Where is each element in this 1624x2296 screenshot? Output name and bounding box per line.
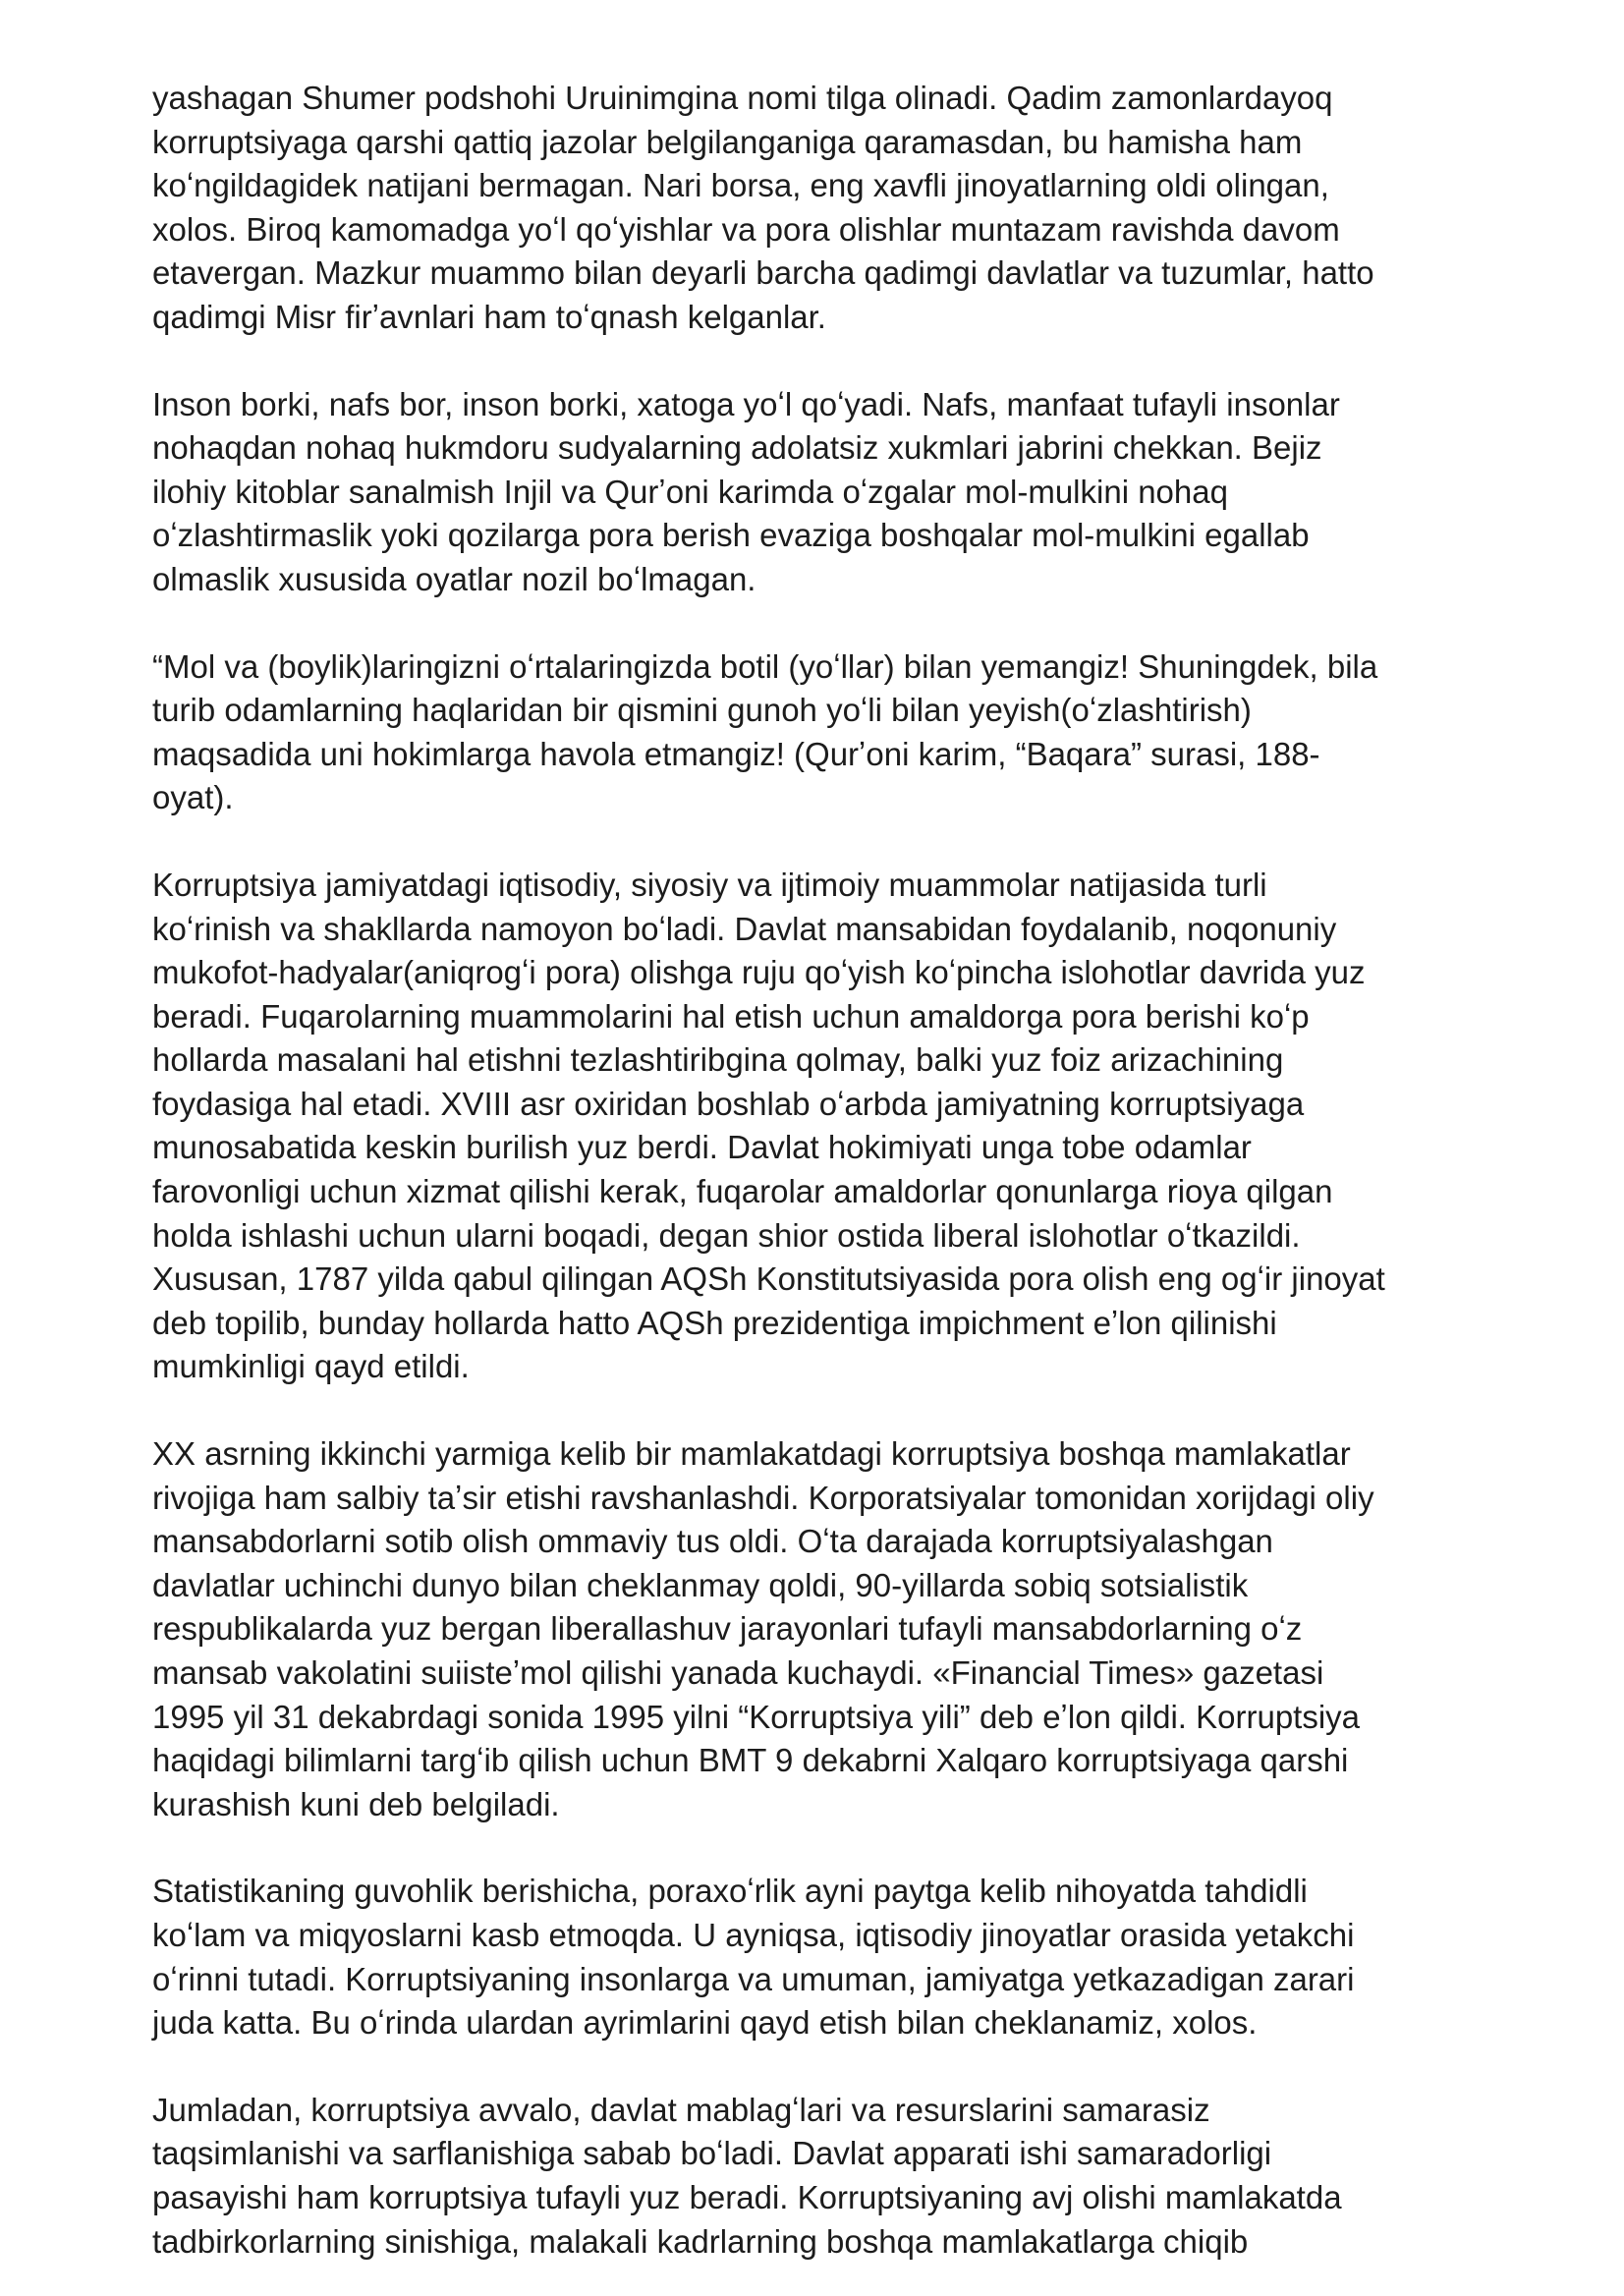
paragraph-2: Inson borki, nafs bor, inson borki, xatoga yoʻl qoʻyadi. Nafs, manfaat tufayli insonlar nohaqdan nohaq hukmdoru sudyalarning adolatsiz xukmlari jabrini chekkan. Bejiz ilohiy kitoblar sanalmish Injil va Qurʼoni karimda oʻzgalar mol-mulkini nohaq oʻzlashtirmaslik yoki qozilarga pora berish evaziga boshqalar mol-mulkini egallab olmaslik xususida oyatlar nozil boʻlmagan.: [152, 385, 1340, 597]
paragraph-5: XX asrning ikkinchi yarmiga kelib bir mamlakatdagi korruptsiya boshqa mamlakatlar rivojiga ham salbiy taʼsir etishi ravshanlashdi. Korporatsiyalar tomonidan xorijdagi oliy mansabdorlarni sotib olish ommaviy tus oldi. Oʻta darajada korruptsiyalashgan davlatlar uchinchi dunyo bilan cheklanmay qoldi, 90-yillarda sobiq sotsialistik respublikalarda yuz bergan liberallashuv jarayonlari tufayli mansabdorlarning oʻz mansab vakolatini suiisteʼmol qilishi yanada kuchaydi. «Financial Times» gazetasi 1995 yil 31 dekabrdagi sonida 1995 yilni “Korruptsiya yili” deb eʼlon qildi. Korruptsiya haqidagi bilimlarni targʻib qilish uchun BMT 9 dekabrni Xalqaro korruptsiyaga qarshi kurashish kuni deb belgiladi.: [152, 1435, 1374, 1822]
paragraph-4: Korruptsiya jamiyatdagi iqtisodiy, siyosiy va ijtimoiy muammolar natijasida turli koʻrinish va shakllarda namoyon boʻladi. Davlat mansabidan foydalanib, noqonuniy mukofot-hadyalar(aniqrogʻi pora) olishga ruju qoʻyish koʻpincha islohotlar davrida yuz beradi. Fuqarolarning muammolarini hal etish uchun amaldorga pora berishi koʻp hollarda masalani hal etishni tezlashtiribgina qolmay, balki yuz foiz arizachining foydasiga hal etadi. XVIII asr oxiridan boshlab oʻarbda jamiyatning korruptsiyaga munosabatida keskin burilish yuz berdi. Davlat hokimiyati unga tobe odamlar farovonligi uchun xizmat qilishi kerak, fuqarolar amaldorlar qonunlarga rioya qilgan holda ishlashi uchun ularni boqadi, degan shior ostida liberal islohotlar oʻtkazildi. Xususan, 1787 yilda qabul qilingan AQSh Konstitutsiyasida pora olish eng ogʻir jinoyat deb topilib, bunday hollarda hatto AQSh prezidentiga impichment eʼlon qilinishi mumkinligi qayd etildi.: [152, 866, 1385, 1385]
paragraph-3: “Mol va (boylik)laringizni oʻrtalaringizda botil (yoʻllar) bilan yemangiz! Shuningdek, bila turib odamlarning haqlaridan bir qismini gunoh yoʻli bilan yeyish(oʻzlashtirish) maqsadida uni hokimlarga havola etmangiz! (Qurʼoni karim, “Baqara” surasi, 188- oyat).: [152, 647, 1378, 816]
document-page: [152, 77, 1498, 2264]
paragraph-1: yashagan Shumer podshohi Uruinimgina nomi tilga olinadi. Qadim zamonlardayoq korruptsiyaga qarshi qattiq jazolar belgilanganiga qaramasdan, bu hamisha ham koʻngildagidek natijani bermagan. Nari borsa, eng xavfli jinoyatlarning oldi olingan, xolos. Biroq kamomadga yoʻl qoʻyishlar va pora olishlar muntazam ravishda davom etavergan. Mazkur muammo bilan deyarli barcha qadimgi davlatlar va tuzumlar, hatto qadimgi Misr firʼavnlari ham toʻqnash kelganlar.: [152, 80, 1374, 335]
paragraph-6: Statistikaning guvohlik berishicha, poraxoʻrlik ayni paytga kelib nihoyatda tahdidli koʻlam va miqyoslarni kasb etmoqda. U ayniqsa, iqtisodiy jinoyatlar orasida yetakchi oʻrinni tutadi. Korruptsiyaning insonlarga va umuman, jamiyatga yetkazadigan zarari juda katta. Bu oʻrinda ulardan ayrimlarini qayd etish bilan cheklanamiz, xolos.: [152, 1873, 1355, 2042]
paragraph-7: Jumladan, korruptsiya avvalo, davlat mablagʻlari va resurslarini samarasiz taqsimlanishi va sarflanishiga sabab boʻladi. Davlat apparati ishi samaradorligi pasayishi ham korruptsiya tufayli yuz beradi. Korruptsiyaning avj olishi mamlakatda tadbirkorlarning sinishiga, malakali kadrlarning boshqa mamlakatlarga chiqib: [152, 2091, 1342, 2260]
